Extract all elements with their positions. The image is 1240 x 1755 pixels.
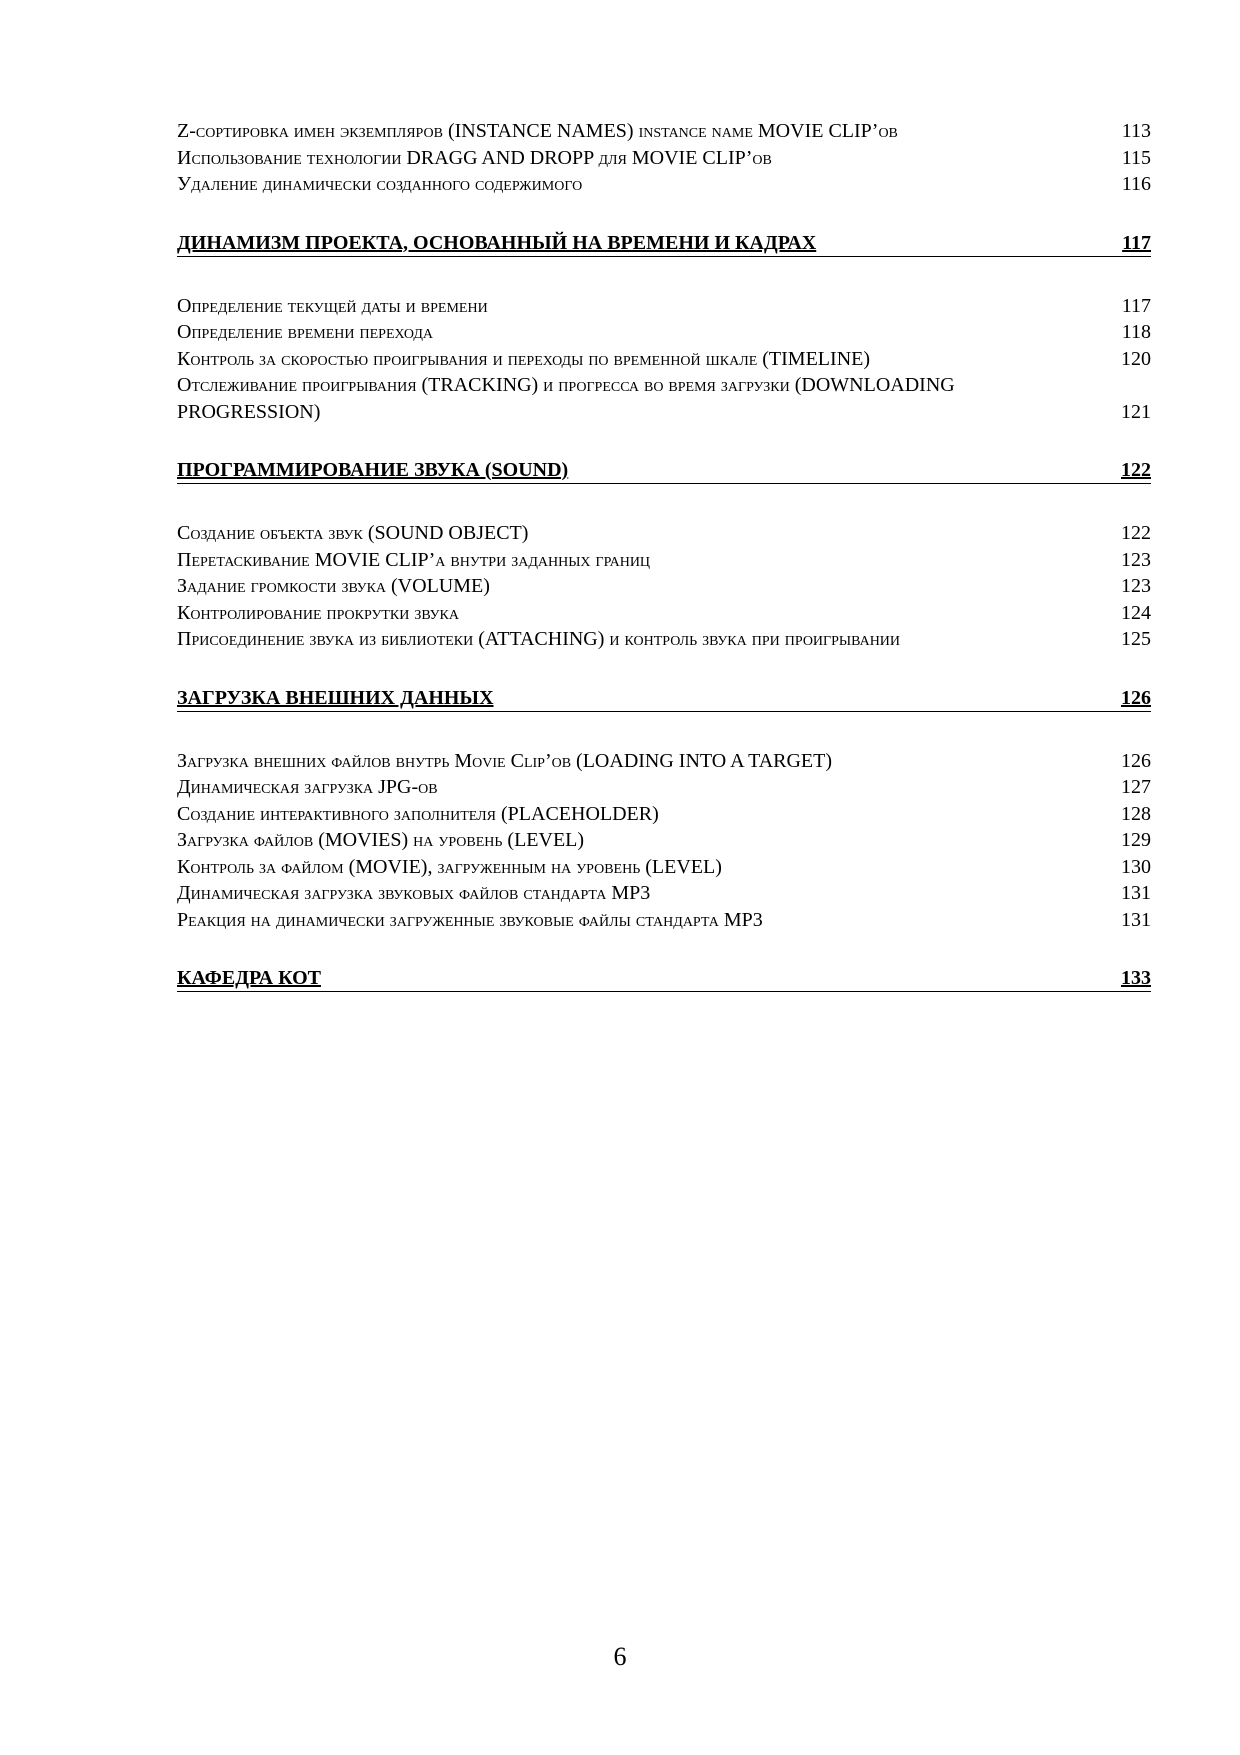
toc-entry: [177, 145, 1151, 172]
toc-entry-page: 124: [1121, 601, 1151, 624]
toc-entry-title: Z-сортировка имен экземпляров (INSTANCE NAMES) instance name MOVIE CLIP’ов: [177, 120, 898, 142]
toc-entry: [177, 118, 1151, 145]
toc-entry-page: 123: [1121, 548, 1151, 571]
toc-entry-page: 121: [1121, 400, 1151, 423]
toc-entry-title: Создание объекта звук (SOUND OBJECT): [177, 522, 529, 544]
toc-entry-wrapped: [177, 372, 1151, 425]
toc-entry-page: 130: [1121, 855, 1151, 878]
toc-entry-page: 131: [1121, 908, 1151, 931]
toc-entry: [177, 600, 1151, 627]
page-number: 6: [613, 1642, 627, 1671]
toc-entry-page: 127: [1121, 776, 1151, 798]
toc-entry: [177, 346, 1151, 373]
toc-section-page: 117: [1122, 231, 1151, 254]
toc-entry-title: Использование технологии DRAGG AND DROPP для MOVIE CLIP’ов: [177, 146, 772, 169]
table-of-contents: [177, 118, 1151, 1028]
toc-entry-page: 115: [1121, 146, 1151, 169]
toc-entry-page: 118: [1121, 321, 1151, 343]
toc-entry-title: Динамическая загрузка звуковых файлов стандарта MP3: [177, 882, 651, 904]
toc-entry: [177, 907, 1151, 934]
toc-entry-title: Контроль за файлом (MOVIE), загруженным на уровень (LEVEL): [177, 855, 722, 878]
toc-entry-title-line2: PROGRESSION): [177, 400, 321, 423]
toc-section-heading: [177, 965, 1151, 992]
toc-entry-page: 122: [1121, 522, 1151, 544]
toc-entry: [177, 748, 1151, 775]
toc-entry: [177, 854, 1151, 881]
toc-entry-title: Удаление динамически созданного содержимого: [177, 173, 583, 195]
toc-entry-title: Задание громкости звука (VOLUME): [177, 575, 490, 597]
toc-entry-title: Динамическая загрузка JPG-ов: [177, 776, 438, 798]
toc-section-heading: [177, 457, 1151, 484]
toc-section-page: 126: [1121, 686, 1151, 709]
toc-entry-page: 125: [1121, 628, 1151, 650]
toc-entry: [177, 293, 1151, 320]
toc-entry: [177, 880, 1151, 907]
toc-entry-title: Определение времени перехода: [177, 321, 433, 343]
toc-entry: [177, 171, 1151, 198]
toc-section-page: 133: [1121, 967, 1151, 989]
toc-entry-title-line1: Отслеживание проигрывания (TRACKING) и прогресса во время загрузки (DOWNLOADING: [177, 374, 955, 396]
toc-entry: [177, 520, 1151, 547]
toc-entry-title: Загрузка файлов (MOVIES) на уровень (LEVEL): [177, 829, 585, 851]
toc-entry-title: Определение текущей даты и времени: [177, 294, 488, 317]
toc-section-page: 122: [1121, 459, 1151, 481]
toc-entry: [177, 626, 1151, 653]
toc-entry-page: 117: [1121, 294, 1151, 317]
toc-entry-title: Загрузка внешних файлов внутрь Movie Clip’ов (LOADING INTO A TARGET): [177, 749, 833, 772]
toc-entry-page: 128: [1121, 802, 1151, 825]
toc-entry: [177, 827, 1151, 854]
toc-entry-page: 131: [1121, 882, 1151, 904]
toc-section-title: ЗАГРУЗКА ВНЕШНИХ ДАННЫХ: [177, 686, 494, 709]
toc-entry-page: 123: [1121, 575, 1151, 597]
toc-section-title: КАФЕДРА КОТ: [177, 967, 321, 989]
toc-entry-title: Реакция на динамически загруженные звуковые файлы стандарта MP3: [177, 908, 763, 931]
toc-section-title: ДИНАМИЗМ ПРОЕКТА, ОСНОВАННЫЙ НА ВРЕМЕНИ И КАДРАХ: [177, 231, 817, 254]
toc-entry-page: 126: [1121, 749, 1151, 772]
toc-entry-page: 129: [1121, 829, 1151, 851]
toc-section-title: ПРОГРАММИРОВАНИЕ ЗВУКА (SOUND): [177, 459, 569, 481]
toc-section-heading: [177, 685, 1151, 712]
toc-entry-title: Контролирование прокрутки звука: [177, 601, 459, 624]
toc-entry-title: Присоединение звука из библиотеки (ATTACHING) и контроль звука при проигрывании: [177, 628, 901, 650]
toc-entry-last-line: [177, 399, 1151, 426]
toc-entry-page: 120: [1121, 347, 1151, 370]
toc-entry: [177, 774, 1151, 801]
toc-entry: [177, 319, 1151, 346]
toc-entry-title: Контроль за скоростью проигрывания и переходы по временной шкале (TIMELINE): [177, 347, 871, 370]
toc-entry: [177, 573, 1151, 600]
toc-entry-page: 116: [1121, 173, 1151, 195]
toc-entry-title: Создание интерактивного заполнителя (PLACEHOLDER): [177, 802, 659, 825]
toc-entry: [177, 547, 1151, 574]
toc-entry: [177, 801, 1151, 828]
toc-entry-page: 113: [1121, 120, 1151, 142]
toc-entry-title: Перетаскивание MOVIE CLIP’а внутри заданных границ: [177, 548, 651, 571]
toc-section-heading: [177, 230, 1151, 257]
